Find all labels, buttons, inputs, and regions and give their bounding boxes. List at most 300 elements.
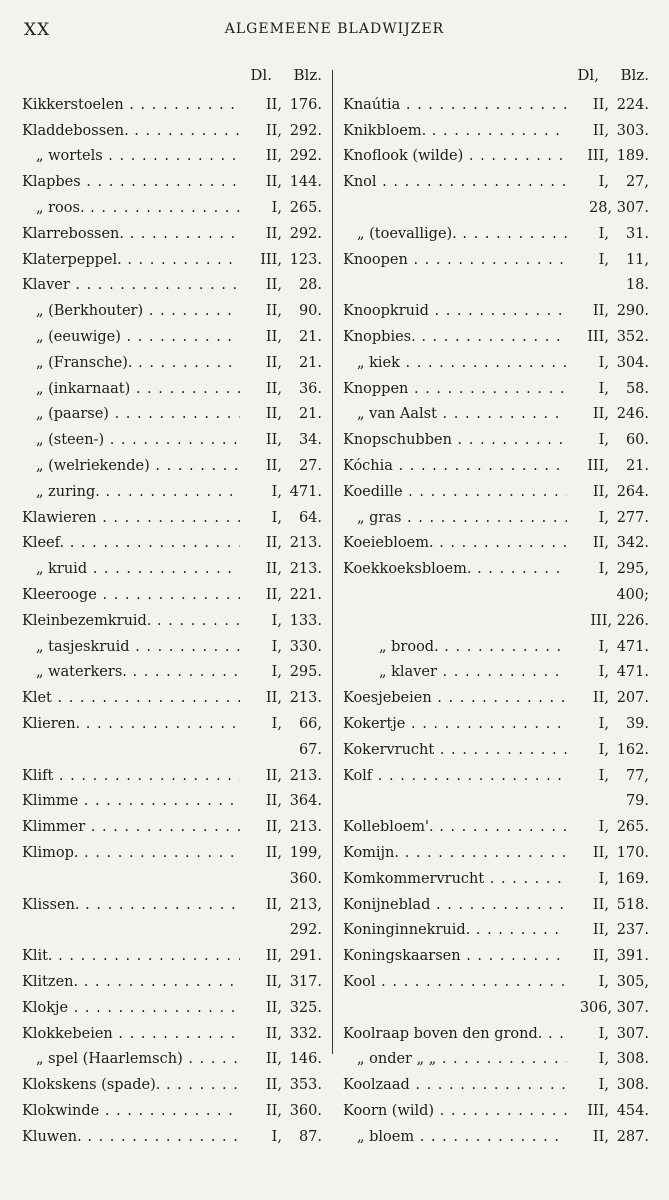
entry-volume: I, <box>598 870 609 887</box>
entry-volume: II, <box>265 303 282 320</box>
index-entry <box>22 273 322 299</box>
index-entry <box>22 427 322 453</box>
entry-page: 21. <box>298 354 322 371</box>
entry-volume: II, <box>265 148 282 165</box>
column-divider <box>332 70 333 1054</box>
entry-term-text: Klaterpeppel. <box>22 251 122 268</box>
index-entry <box>343 1124 649 1150</box>
entry-page: 471. <box>289 483 322 500</box>
entry-volume: III, <box>587 458 609 475</box>
entry-term-text: Klimop. <box>22 845 79 861</box>
index-continuation-row <box>22 737 322 763</box>
entry-term <box>22 277 240 293</box>
entry-volume: II, <box>265 1025 282 1042</box>
entry-page: 77, <box>625 767 649 784</box>
entry-term <box>343 355 567 371</box>
entry-term <box>343 432 567 448</box>
entry-term-text: Kluwen. <box>22 1128 82 1145</box>
entry-page: 317. <box>289 973 322 990</box>
entry-page: 199, <box>289 845 322 861</box>
entry-volume: II, <box>592 922 609 939</box>
entry-volume: I, <box>598 561 609 578</box>
index-entries-left <box>22 92 322 1150</box>
entry-term-text: Koekkoeksbloem. <box>343 561 472 578</box>
index-column-left <box>22 66 322 1150</box>
entry-term <box>22 148 240 164</box>
entry-term <box>343 1051 567 1067</box>
index-entry <box>22 1046 322 1072</box>
entry-page: 90. <box>298 303 322 320</box>
page-title: ALGEMEENE BLADWIJZER <box>224 21 445 37</box>
entry-page: 169. <box>616 870 649 887</box>
entry-volume: II, <box>265 432 282 449</box>
index-entry <box>343 969 649 995</box>
entry-page: 292. <box>289 922 322 939</box>
entry-page: 332. <box>289 1025 322 1042</box>
entry-term <box>343 639 567 655</box>
index-entry <box>343 479 649 505</box>
entry-page: 28, 307. <box>589 200 649 217</box>
entry-term-text: Knaútia <box>343 96 401 113</box>
entry-volume: II, <box>265 1051 282 1068</box>
index-entry <box>343 711 649 737</box>
index-entries-right <box>343 92 649 1150</box>
entry-term-text: Knopbies. <box>343 329 416 346</box>
entry-volume: II, <box>265 122 282 139</box>
entry-volume: II, <box>265 999 282 1016</box>
index-entry <box>343 892 649 918</box>
index-continuation-row <box>343 608 649 634</box>
entry-term <box>343 1077 567 1093</box>
entry-page: 123. <box>289 251 322 268</box>
entry-page: 11, <box>625 251 649 268</box>
entry-page: 64. <box>298 509 322 526</box>
entry-volume: I, <box>271 200 282 217</box>
entry-page: 292. <box>289 122 322 139</box>
entry-term-text: Klimme <box>22 793 79 810</box>
entry-term-text: Klokkebeien <box>22 1025 113 1042</box>
index-entry <box>343 737 649 763</box>
entry-term-text: Komkommervrucht <box>343 870 485 887</box>
entry-term <box>22 639 240 655</box>
entry-page: 290. <box>616 303 649 320</box>
entry-term <box>22 1077 240 1093</box>
entry-volume: I, <box>598 638 609 655</box>
entry-term <box>343 897 567 913</box>
entry-page: 34. <box>298 432 322 449</box>
entry-page: 213. <box>289 767 322 784</box>
entry-volume: III, <box>587 329 609 346</box>
entry-page: 352. <box>616 329 649 346</box>
entry-term <box>343 974 567 990</box>
entry-term <box>343 535 567 551</box>
entry-page: 27. <box>298 458 322 475</box>
entry-term <box>343 406 567 422</box>
entry-term <box>343 148 567 164</box>
entry-term <box>343 97 567 113</box>
entry-term-text: Klet <box>22 690 52 707</box>
entry-term-text: Koorn (wild) <box>343 1102 435 1119</box>
entry-volume: I, <box>271 483 282 500</box>
index-entry <box>22 376 322 402</box>
entry-volume: II, <box>592 96 609 113</box>
entry-volume: II, <box>592 896 609 913</box>
index-continuation-row <box>343 995 649 1021</box>
entry-volume: I, <box>598 819 609 836</box>
index-entry <box>343 1021 649 1047</box>
entry-term-text: Koolzaad <box>343 1077 410 1094</box>
entry-term-text: Kokertje <box>343 716 406 733</box>
entry-page: 325. <box>289 999 322 1016</box>
entry-term-text: Klarrebossen. <box>22 225 124 242</box>
entry-term <box>22 355 240 371</box>
index-entry <box>343 221 649 247</box>
entry-volume: II, <box>265 1102 282 1119</box>
index-entry <box>343 556 649 582</box>
entry-term-text: Kikkerstoelen <box>22 96 124 113</box>
entry-term <box>22 1026 240 1042</box>
entry-term-text: „ spel (Haarlemsch) <box>36 1051 183 1068</box>
entry-term-text: Klawieren <box>22 509 97 526</box>
index-entry <box>22 608 322 634</box>
entry-term <box>343 123 567 139</box>
index-entry <box>343 814 649 840</box>
index-entry <box>22 763 322 789</box>
entry-page: 304. <box>616 354 649 371</box>
entry-volume: I, <box>271 664 282 681</box>
index-entry <box>22 943 322 969</box>
entry-term <box>343 484 567 500</box>
entry-term-text: Kool <box>343 973 376 990</box>
entry-page: 162. <box>616 741 649 758</box>
entry-page: 364. <box>289 793 322 810</box>
entry-page: 391. <box>616 948 649 965</box>
index-entry <box>22 995 322 1021</box>
index-continuation-row <box>22 918 322 944</box>
entry-term-text: „ tasjeskruid <box>36 638 130 655</box>
entry-volume: II, <box>265 819 282 836</box>
entry-term <box>22 561 240 577</box>
entry-volume: I, <box>271 509 282 526</box>
entry-term <box>22 174 240 190</box>
entry-term <box>22 200 240 216</box>
entry-volume: II, <box>265 561 282 578</box>
index-entry <box>22 531 322 557</box>
index-entry <box>22 840 322 866</box>
entry-page: 133. <box>289 612 322 629</box>
index-entry <box>343 505 649 531</box>
index-entry <box>22 1021 322 1047</box>
entry-page: 21. <box>625 458 649 475</box>
index-entry <box>343 144 649 170</box>
entry-term-text: Klaver <box>22 277 70 294</box>
entry-term <box>343 1103 567 1119</box>
entry-term-text: „ zuring. <box>36 483 100 500</box>
entry-page: 303. <box>616 122 649 139</box>
entry-page: 79. <box>625 793 649 810</box>
entry-term <box>22 897 240 913</box>
entry-volume: I, <box>598 1077 609 1094</box>
entry-volume: II, <box>265 948 282 965</box>
entry-page: 176. <box>289 96 322 113</box>
entry-page: 353. <box>289 1077 322 1094</box>
entry-volume: I, <box>598 973 609 990</box>
entry-volume: II, <box>265 767 282 784</box>
index-entry <box>22 814 322 840</box>
entry-term-text: Klokwinde <box>22 1102 100 1119</box>
entry-volume: II, <box>592 845 609 861</box>
entry-term-text: Klift <box>22 767 54 784</box>
entry-term-text: „ (Berkhouter) <box>36 303 144 320</box>
entry-page: 287. <box>616 1128 649 1145</box>
entry-volume: II, <box>265 535 282 552</box>
index-entry <box>22 1124 322 1150</box>
entry-volume: I, <box>598 380 609 397</box>
entry-term <box>343 716 567 732</box>
entry-term-text: „ roos. <box>36 200 85 217</box>
entry-page: 454. <box>616 1102 649 1119</box>
index-entry <box>343 324 649 350</box>
entry-term-text: Klapbes <box>22 174 81 191</box>
entry-page: 295, <box>616 561 649 578</box>
page-header <box>22 20 647 44</box>
entry-volume: III, <box>260 251 282 268</box>
index-column-right <box>343 66 649 1150</box>
entry-page: 213. <box>289 561 322 578</box>
entry-volume: I, <box>598 432 609 449</box>
entry-term <box>343 742 567 758</box>
entry-term-text: Koninginnekruid. <box>343 922 471 939</box>
entry-term-text: „ van Aalst <box>357 406 437 423</box>
entry-term <box>22 1000 240 1016</box>
entry-volume: II, <box>592 406 609 423</box>
column-header-dl: Dl. <box>250 66 272 84</box>
entry-term <box>22 1051 240 1067</box>
index-entry <box>22 92 322 118</box>
entry-term-text: Klieren. <box>22 716 81 733</box>
index-entry <box>22 556 322 582</box>
index-entry <box>343 634 649 660</box>
entry-volume: II, <box>265 96 282 113</box>
entry-volume: II, <box>265 793 282 810</box>
index-entry <box>22 789 322 815</box>
entry-term <box>22 226 240 242</box>
index-entry <box>22 144 322 170</box>
entry-volume: II, <box>592 122 609 139</box>
entry-term-text: „ kiek <box>357 354 400 371</box>
entry-page: 330. <box>289 638 322 655</box>
index-entry <box>22 221 322 247</box>
entry-term-text: Koeiebloem. <box>343 535 434 552</box>
column-header-blz: Blz. <box>293 66 322 84</box>
entry-term-text: Klokje <box>22 999 69 1016</box>
entry-volume: II, <box>265 1077 282 1094</box>
entry-term <box>22 252 240 268</box>
entry-volume: I, <box>598 1025 609 1042</box>
entry-page: 277. <box>616 509 649 526</box>
index-entry <box>343 1098 649 1124</box>
entry-term-text: „ (toevallige). <box>357 225 457 242</box>
entry-volume: II, <box>265 225 282 242</box>
entry-volume: II, <box>265 329 282 346</box>
index-continuation-row <box>343 195 649 221</box>
entry-term-text: Knoopen <box>343 251 408 268</box>
entry-page: 21. <box>298 329 322 346</box>
index-continuation-row <box>22 866 322 892</box>
index-entry <box>343 685 649 711</box>
index-entry <box>22 298 322 324</box>
entry-volume: I, <box>598 767 609 784</box>
index-entry <box>22 1072 322 1098</box>
entry-page: 308. <box>616 1051 649 1068</box>
entry-page: 224. <box>616 96 649 113</box>
entry-term-text: Klokskens (spade). <box>22 1077 161 1094</box>
entry-page: 237. <box>616 922 649 939</box>
entry-page: 189. <box>616 148 649 165</box>
entry-term-text: Kleinbezemkruid. <box>22 612 152 629</box>
index-entry <box>22 685 322 711</box>
entry-term-text: Koolraap boven den grond. <box>343 1025 543 1042</box>
index-continuation-row <box>343 582 649 608</box>
entry-term <box>22 664 240 680</box>
entry-page: 213. <box>289 819 322 836</box>
entry-term <box>22 845 240 861</box>
entry-page: 213, <box>289 896 322 913</box>
entry-page: 170. <box>616 845 649 861</box>
index-entry <box>22 453 322 479</box>
entry-volume: I, <box>598 664 609 681</box>
entry-page: 146. <box>289 1051 322 1068</box>
entry-volume: II, <box>265 406 282 423</box>
entry-volume: I, <box>598 251 609 268</box>
entry-volume: I, <box>598 716 609 733</box>
entry-term <box>22 303 240 319</box>
index-entry <box>22 711 322 737</box>
entry-volume: III, <box>587 1102 609 1119</box>
entry-term-text: Klissen. <box>22 896 80 913</box>
entry-term <box>343 664 567 680</box>
entry-page: 66, <box>298 716 322 733</box>
index-entry <box>343 92 649 118</box>
entry-volume: I, <box>598 741 609 758</box>
entry-term-text: „ onder „ „ <box>357 1051 437 1068</box>
entry-term <box>343 948 567 964</box>
index-entry <box>343 1072 649 1098</box>
index-entry <box>22 195 322 221</box>
entry-term <box>343 690 567 706</box>
entry-term-text: „ kruid <box>36 561 88 578</box>
entry-page: 307. <box>616 1025 649 1042</box>
entry-term-text: „ klaver <box>379 664 437 681</box>
entry-term <box>22 819 240 835</box>
entry-term-text: Kladdebossen. <box>22 122 129 139</box>
entry-page: III, 226. <box>590 612 649 629</box>
entry-term <box>22 716 240 732</box>
entry-term-text: Klimmer <box>22 819 86 836</box>
entry-term-text: „ brood. <box>379 638 439 655</box>
index-entry <box>22 350 322 376</box>
index-entry <box>22 479 322 505</box>
entry-page: 360. <box>289 1102 322 1119</box>
entry-term-text: Kleef. <box>22 535 65 552</box>
entry-term <box>22 97 240 113</box>
entry-page: 360. <box>289 870 322 887</box>
index-entry <box>22 402 322 428</box>
entry-page: 471. <box>616 638 649 655</box>
index-entry <box>22 892 322 918</box>
index-entry <box>22 247 322 273</box>
entry-volume: I, <box>271 716 282 733</box>
entry-page: 207. <box>616 690 649 707</box>
entry-term <box>22 948 240 964</box>
entry-page: 246. <box>616 406 649 423</box>
entry-term <box>343 819 567 835</box>
entry-term-text: Koningskaarsen <box>343 948 461 965</box>
entry-volume: I, <box>271 638 282 655</box>
index-entry <box>343 918 649 944</box>
entry-volume: II, <box>265 458 282 475</box>
entry-term-text: Knoflook (wilde) <box>343 148 464 165</box>
index-entry <box>343 840 649 866</box>
entry-term-text: Knikbloem. <box>343 122 427 139</box>
column-header-blz: Blz. <box>620 66 649 84</box>
entry-term-text: „ waterkers. <box>36 664 127 681</box>
entry-volume: I, <box>271 612 282 629</box>
entry-term-text: Konijneblad <box>343 896 431 913</box>
entry-volume: II, <box>592 1128 609 1145</box>
entry-volume: I, <box>598 1051 609 1068</box>
entry-volume: II, <box>592 303 609 320</box>
entry-term <box>22 690 240 706</box>
index-entry <box>343 1046 649 1072</box>
entry-term <box>22 587 240 603</box>
entry-volume: II, <box>265 174 282 191</box>
entry-page: 400; <box>616 587 649 604</box>
entry-term <box>22 406 240 422</box>
entry-page: 21. <box>298 406 322 423</box>
index-entry <box>343 453 649 479</box>
index-entry <box>343 427 649 453</box>
entry-term <box>343 1026 567 1042</box>
entry-term-text: Knopschubben <box>343 432 452 449</box>
entry-term <box>22 123 240 139</box>
entry-volume: III, <box>587 148 609 165</box>
entry-page: 18. <box>625 277 649 294</box>
entry-term-text: Komijn. <box>343 845 400 861</box>
index-entry <box>343 298 649 324</box>
entry-page: 87. <box>298 1128 322 1145</box>
entry-term-text: Koesjebeien <box>343 690 432 707</box>
entry-volume: II, <box>265 277 282 294</box>
entry-term <box>22 381 240 397</box>
index-entry <box>22 505 322 531</box>
entry-term <box>22 1103 240 1119</box>
entry-page: 31. <box>625 225 649 242</box>
column-header <box>22 66 322 92</box>
entry-page: 67. <box>298 741 322 758</box>
entry-page: 518. <box>616 896 649 913</box>
entry-term-text: „ bloem <box>357 1128 415 1145</box>
entry-page: 264. <box>616 483 649 500</box>
entry-term-text: „ (welriekende) <box>36 458 150 475</box>
entry-volume: I, <box>598 174 609 191</box>
index-entry <box>343 402 649 428</box>
index-entry <box>22 118 322 144</box>
index-entry <box>22 1098 322 1124</box>
entry-page: 28. <box>298 277 322 294</box>
entry-term <box>22 613 240 629</box>
entry-term <box>343 329 567 345</box>
